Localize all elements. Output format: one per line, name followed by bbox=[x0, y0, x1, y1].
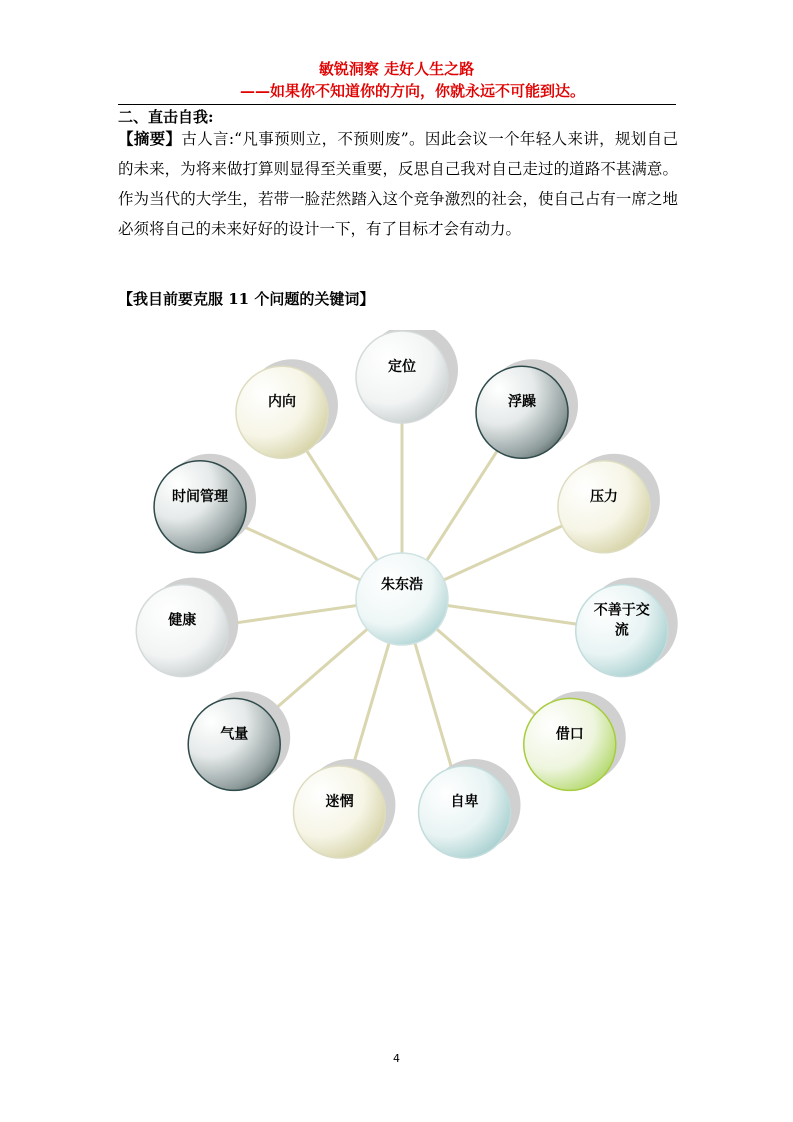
page-number: 4 bbox=[393, 1052, 400, 1065]
keyword-node bbox=[419, 759, 521, 858]
keyword-node bbox=[524, 691, 626, 790]
keyword-node bbox=[188, 691, 290, 790]
node-label: 自卑 bbox=[450, 794, 479, 811]
diagram-nodes bbox=[136, 330, 677, 858]
node-label: 气量 bbox=[220, 726, 249, 743]
header-motto: ——如果你不知道你的方向，你就永远不可能到达。 bbox=[240, 82, 586, 100]
keyword-node bbox=[576, 578, 678, 677]
node-circle bbox=[476, 366, 568, 458]
keywords-heading: 【我目前要克服 11 个问题的关键词】 bbox=[118, 290, 375, 308]
node-circle bbox=[136, 585, 228, 677]
node-label: 定位 bbox=[388, 359, 416, 375]
node-circle bbox=[188, 698, 280, 790]
keyword-node bbox=[236, 359, 338, 458]
center-label: 朱东浩 bbox=[381, 577, 423, 593]
keyword-node bbox=[476, 359, 578, 458]
center-circle bbox=[356, 553, 448, 645]
node-label: 压力 bbox=[589, 488, 618, 505]
node-circle bbox=[293, 766, 385, 858]
keyword-node bbox=[154, 454, 256, 553]
header-title: 敏锐洞察 走好人生之路 bbox=[318, 60, 475, 78]
keyword-radial-diagram bbox=[0, 330, 793, 890]
abstract-text: 古人言:“凡事预则立，不预则废”。因此会议一个年轻人来讲，规划自己的未来，为将来做打算则显得至关重要，反思自己我对自己走过的道路不甚满意。作为当代的大学生，若带一脸茫然踏入这个竞争激烈的社会，使自己占有一席之地必须将自己的未来好好的设计一下，有了目标才会有动力。 bbox=[118, 130, 678, 238]
node-label: 迷惘 bbox=[325, 794, 354, 811]
node-circle bbox=[419, 766, 511, 858]
node-label: 健康 bbox=[168, 612, 197, 629]
node-label: 浮躁 bbox=[508, 394, 537, 411]
node-circle bbox=[524, 698, 616, 790]
abstract-label: 【摘要】 bbox=[118, 129, 182, 148]
keyword-node bbox=[293, 759, 395, 858]
node-label: 不善于交流 bbox=[593, 602, 650, 639]
node-circle bbox=[154, 461, 246, 553]
abstract-paragraph bbox=[118, 124, 678, 244]
node-circle bbox=[356, 331, 448, 423]
header-divider bbox=[118, 104, 676, 105]
keyword-node bbox=[136, 578, 238, 677]
section-title: 二、直击自我: bbox=[118, 108, 214, 126]
node-label: 内向 bbox=[267, 394, 296, 411]
node-label: 借口 bbox=[555, 726, 584, 743]
node-label: 时间管理 bbox=[172, 488, 229, 505]
node-circle bbox=[236, 366, 328, 458]
center-node bbox=[356, 553, 448, 645]
keyword-node bbox=[356, 330, 458, 423]
keyword-node bbox=[558, 454, 660, 553]
node-circle bbox=[558, 461, 650, 553]
